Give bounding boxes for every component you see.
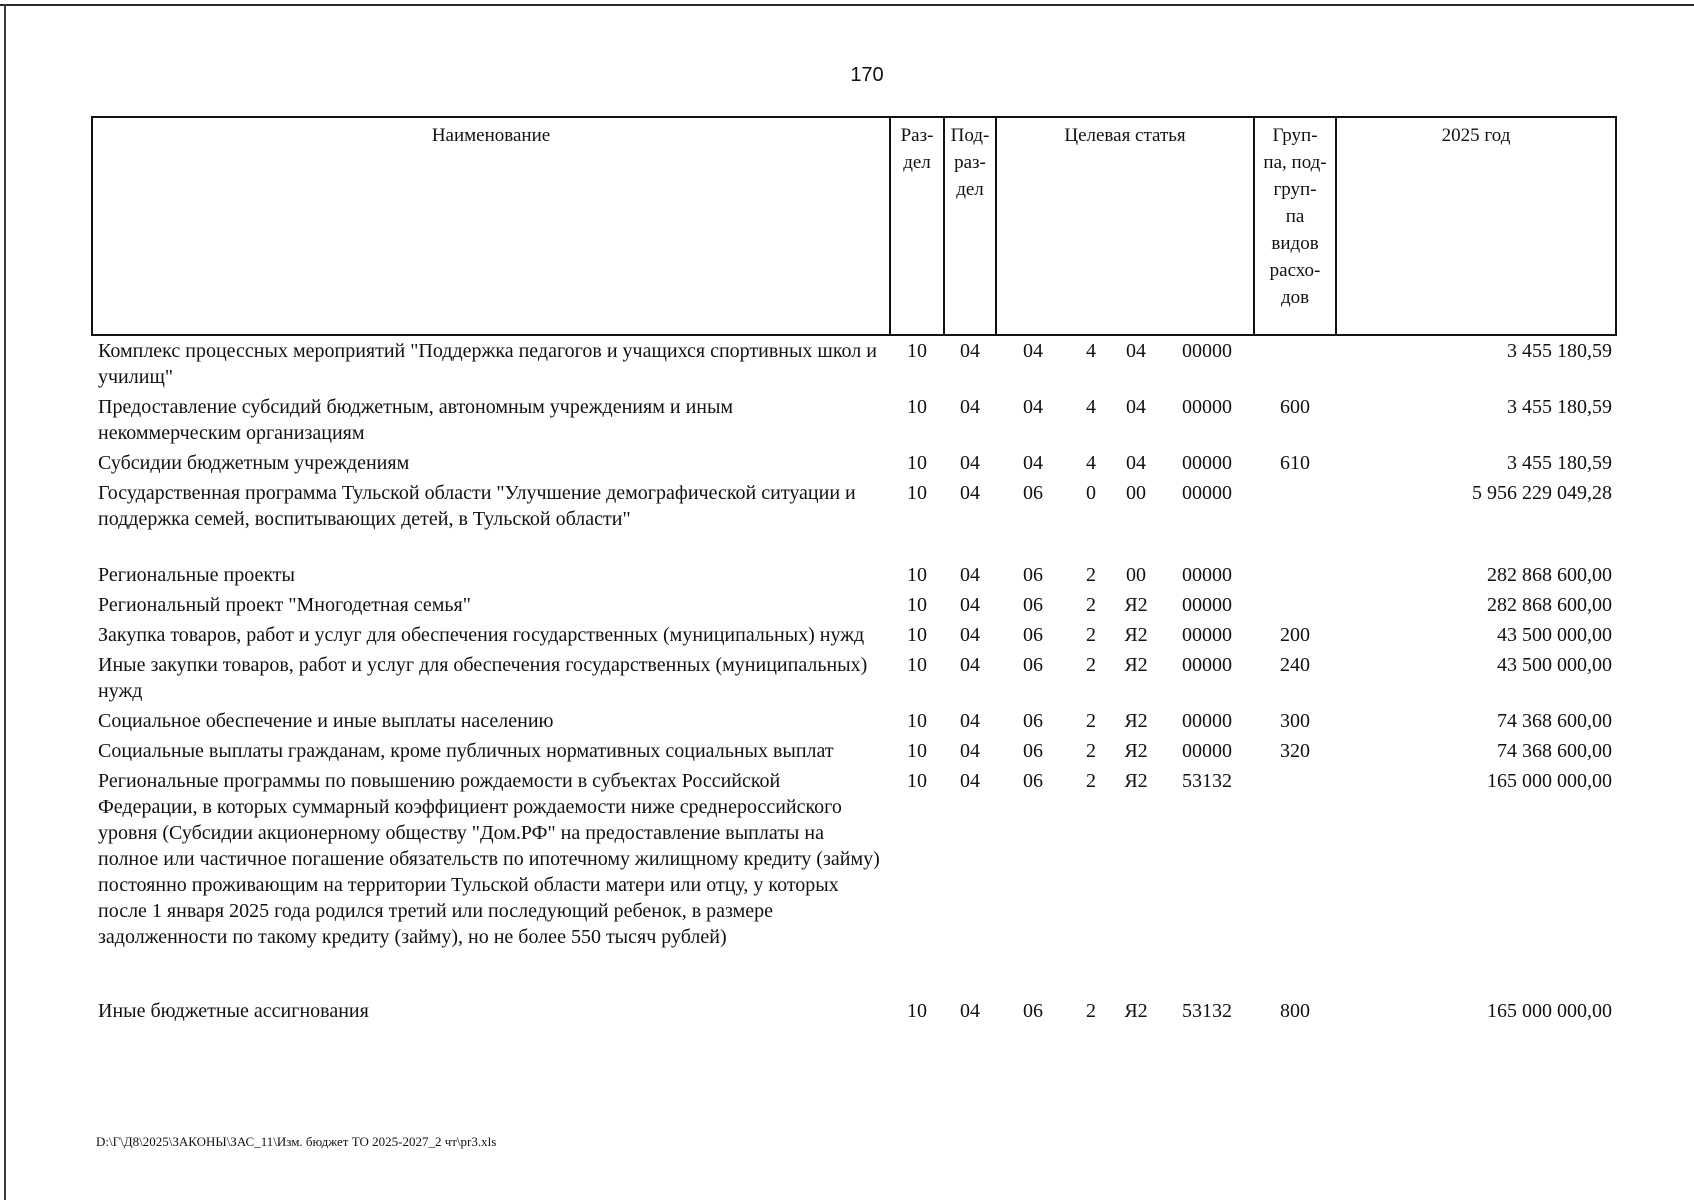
cell-target-type: 4 <box>1086 396 1096 418</box>
cell-amount-2025: 74 368 600,00 <box>1497 740 1613 762</box>
cell-target-direction: 04 <box>1126 452 1146 474</box>
cell-section: 10 <box>907 594 927 616</box>
table-row <box>92 736 1616 766</box>
cell-expense-group <box>1254 766 1336 996</box>
cell-target-code: 53132 <box>1182 770 1233 792</box>
header-name: Наименование <box>92 117 890 335</box>
cell-target-direction: Я2 <box>1124 770 1148 792</box>
table-header <box>92 117 1616 335</box>
cell-section: 10 <box>907 1000 927 1022</box>
cell-expense-group <box>1254 590 1336 620</box>
cell-section: 10 <box>907 710 927 732</box>
cell-amount-2025: 3 455 180,59 <box>1507 340 1613 362</box>
cell-amount-2025: 165 000 000,00 <box>1487 770 1613 792</box>
cell-expense-group <box>1254 478 1336 560</box>
cell-target-type: 2 <box>1086 1000 1096 1022</box>
table-row <box>92 650 1616 706</box>
cell-subsection: 04 <box>960 340 980 362</box>
budget-table-wrapper <box>91 116 1615 1026</box>
cell-amount-2025: 74 368 600,00 <box>1497 710 1613 732</box>
cell-target-code: 00000 <box>1182 594 1233 616</box>
table-body <box>92 335 1616 1026</box>
cell-name: Иные закупки товаров, работ и услуг для обеспечения государственных (муниципальных) нужд <box>98 654 868 702</box>
cell-section: 10 <box>907 482 927 504</box>
cell-target-program: 04 <box>1023 340 1043 362</box>
table-row <box>92 392 1616 448</box>
footer-file-path: D:\Г\Д8\2025\ЗАКОНЫ\ЗАС_11\Изм. бюджет ТО 2025-2027_2 чт\pr3.xls <box>96 1134 497 1149</box>
cell-target-type: 4 <box>1086 452 1096 474</box>
cell-name: Региональные программы по повышению рождаемости в субъектах Российской Федерации, в которых суммарный коэффициент рождаемости ниже среднероссийского уровня (Субсидии акционерному обществу "Дом.РФ" на предоставление выплаты на полное или частичное погашение обязательств по ипотечному жилищному кредиту (займу) постоянно проживающим на территории Тульской области матери или отцу, у которых после 1 января 2025 года родился третий или последующий ребенок, в размере задолженности по такому кредиту (займу), но не более 550 тысяч рублей) <box>98 770 880 948</box>
cell-section: 10 <box>907 740 927 762</box>
cell-name: Региональные проекты <box>98 564 295 586</box>
table-row <box>92 478 1616 560</box>
cell-amount-2025: 3 455 180,59 <box>1507 396 1613 418</box>
cell-target-code: 00000 <box>1182 452 1233 474</box>
cell-section: 10 <box>907 564 927 586</box>
cell-target-direction: 04 <box>1126 340 1146 362</box>
cell-subsection: 04 <box>960 740 980 762</box>
cell-target-code: 00000 <box>1182 396 1233 418</box>
cell-section: 10 <box>907 654 927 676</box>
cell-target-type: 2 <box>1086 594 1096 616</box>
cell-target-program: 06 <box>1023 624 1043 646</box>
budget-table <box>91 116 1617 1026</box>
cell-target-program: 06 <box>1023 1000 1043 1022</box>
cell-name: Региональный проект "Многодетная семья" <box>98 594 471 616</box>
cell-target-direction: Я2 <box>1124 740 1148 762</box>
cell-section: 10 <box>907 452 927 474</box>
cell-target-type: 2 <box>1086 710 1096 732</box>
cell-target-code: 00000 <box>1182 654 1233 676</box>
table-row <box>92 620 1616 650</box>
cell-amount-2025: 282 868 600,00 <box>1487 594 1613 616</box>
cell-target-direction: 00 <box>1126 564 1146 586</box>
cell-expense-group: 200 <box>1280 624 1311 646</box>
cell-expense-group: 240 <box>1280 654 1311 676</box>
header-group: Груп- па, под- груп- па видов расхо- дов <box>1254 117 1336 335</box>
cell-name: Предоставление субсидий бюджетным, автономным учреждениям и иным некоммерческим организациям <box>98 396 734 444</box>
cell-name: Государственная программа Тульской области "Улучшение демографической ситуации и поддержка семей, воспитывающих детей, в Тульской области" <box>98 482 856 530</box>
cell-target-program: 06 <box>1023 564 1043 586</box>
cell-subsection: 04 <box>960 624 980 646</box>
cell-target-code: 00000 <box>1182 740 1233 762</box>
cell-target-direction: Я2 <box>1124 654 1148 676</box>
cell-target-type: 0 <box>1086 482 1096 504</box>
cell-target-program: 06 <box>1023 740 1043 762</box>
cell-target-program: 06 <box>1023 594 1043 616</box>
cell-amount-2025: 43 500 000,00 <box>1497 624 1613 646</box>
cell-target-type: 2 <box>1086 624 1096 646</box>
cell-target-direction: Я2 <box>1124 1000 1148 1022</box>
header-subsection: Под- раз- дел <box>944 117 996 335</box>
table-row <box>92 448 1616 478</box>
cell-section: 10 <box>907 340 927 362</box>
cell-section: 10 <box>907 770 927 792</box>
table-row <box>92 706 1616 736</box>
cell-target-type: 4 <box>1086 340 1096 362</box>
cell-name: Социальные выплаты гражданам, кроме публичных нормативных социальных выплат <box>98 740 834 762</box>
cell-amount-2025: 165 000 000,00 <box>1487 1000 1613 1022</box>
cell-expense-group <box>1254 560 1336 590</box>
cell-subsection: 04 <box>960 396 980 418</box>
page-number: 170 <box>850 64 884 86</box>
scan-edge-left <box>4 4 6 1200</box>
cell-subsection: 04 <box>960 452 980 474</box>
table-row <box>92 590 1616 620</box>
cell-target-direction: Я2 <box>1124 594 1148 616</box>
cell-subsection: 04 <box>960 594 980 616</box>
cell-section: 10 <box>907 624 927 646</box>
cell-target-type: 2 <box>1086 564 1096 586</box>
cell-section: 10 <box>907 396 927 418</box>
cell-expense-group: 610 <box>1280 452 1311 474</box>
table-row <box>92 335 1616 392</box>
cell-subsection: 04 <box>960 710 980 732</box>
cell-target-type: 2 <box>1086 770 1096 792</box>
cell-target-program: 06 <box>1023 710 1043 732</box>
cell-target-type: 2 <box>1086 654 1096 676</box>
cell-target-program: 06 <box>1023 770 1043 792</box>
header-section: Раз- дел <box>890 117 944 335</box>
cell-target-direction: 04 <box>1126 396 1146 418</box>
cell-amount-2025: 3 455 180,59 <box>1507 452 1613 474</box>
cell-target-type: 2 <box>1086 740 1096 762</box>
cell-expense-group <box>1254 335 1336 392</box>
cell-target-code: 53132 <box>1182 1000 1233 1022</box>
table-row <box>92 766 1616 996</box>
cell-target-code: 00000 <box>1182 710 1233 732</box>
cell-amount-2025: 43 500 000,00 <box>1497 654 1613 676</box>
table-row <box>92 560 1616 590</box>
cell-amount-2025: 282 868 600,00 <box>1487 564 1613 586</box>
header-year: 2025 год <box>1336 117 1616 335</box>
cell-target-program: 06 <box>1023 482 1043 504</box>
cell-subsection: 04 <box>960 770 980 792</box>
cell-expense-group: 320 <box>1280 740 1311 762</box>
cell-target-code: 00000 <box>1182 564 1233 586</box>
cell-target-code: 00000 <box>1182 482 1233 504</box>
cell-target-code: 00000 <box>1182 624 1233 646</box>
cell-expense-group: 300 <box>1280 710 1311 732</box>
cell-name: Иные бюджетные ассигнования <box>98 1000 369 1022</box>
cell-target-program: 04 <box>1023 396 1043 418</box>
header-target: Целевая статья <box>996 117 1254 335</box>
cell-target-direction: Я2 <box>1124 710 1148 732</box>
cell-target-direction: Я2 <box>1124 624 1148 646</box>
cell-expense-group: 600 <box>1280 396 1311 418</box>
cell-expense-group: 800 <box>1280 1000 1311 1022</box>
table-row <box>92 996 1616 1026</box>
scan-edge-top <box>0 4 1694 6</box>
cell-target-direction: 00 <box>1126 482 1146 504</box>
cell-target-program: 06 <box>1023 654 1043 676</box>
cell-name: Субсидии бюджетным учреждениям <box>98 452 410 474</box>
cell-subsection: 04 <box>960 1000 980 1022</box>
cell-amount-2025: 5 956 229 049,28 <box>1472 482 1613 504</box>
cell-subsection: 04 <box>960 482 980 504</box>
cell-name: Закупка товаров, работ и услуг для обеспечения государственных (муниципальных) нужд <box>98 624 865 646</box>
cell-name: Комплекс процессных мероприятий "Поддержка педагогов и учащихся спортивных школ и училищ" <box>98 340 877 388</box>
cell-subsection: 04 <box>960 654 980 676</box>
cell-subsection: 04 <box>960 564 980 586</box>
cell-target-code: 00000 <box>1182 340 1233 362</box>
cell-target-program: 04 <box>1023 452 1043 474</box>
cell-name: Социальное обеспечение и иные выплаты населению <box>98 710 554 732</box>
